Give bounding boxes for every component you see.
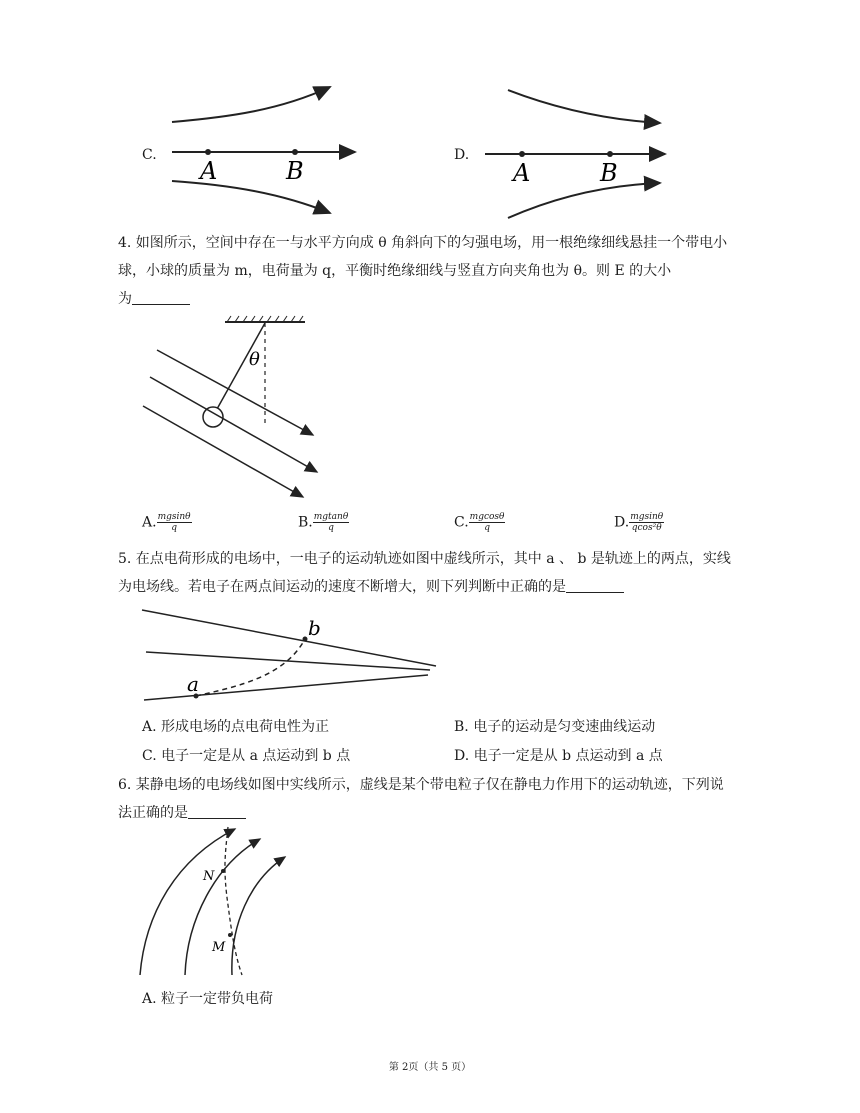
answer-blank [188,804,246,819]
label-n: N [203,869,215,884]
theta-label: θ [249,349,260,370]
q6-line1: 6. 某静电场的电场线如图中实线所示，虚线是某个带电粒子仅在静电力作用下的运动轨迹，下列说 [118,777,724,793]
q4-option-d[interactable]: D. $\frac{mgsin\theta}{\text{qcos²θ}}$ [614,512,664,533]
field-line-3 [232,857,285,975]
q6-line2: 法正确的是 [118,799,763,827]
q5-diagram [140,608,440,708]
page-footer: 第 2页（共 5 页） [388,1062,472,1073]
q3-diagram-c [160,75,370,225]
q5-line1: 5. 在点电荷形成的电场中，一电子的运动轨迹如图中虚线所示，其中 a 、 b 是轨迹上的两点，实线 [118,551,731,567]
point-a-label: A [513,159,531,187]
point-b-dot [607,151,613,157]
q4-stem [118,229,763,313]
q4-line1: 4. 如图所示，空间中存在一与水平方向成 θ 角斜向下的匀强电场，用一根绝缘细线悬挂一个带电小 [118,235,728,251]
e-field-line-1 [157,350,313,435]
point-a-label: A [200,157,218,185]
label-m: M [212,940,226,955]
point-n-dot [221,869,225,873]
q4-option-a[interactable]: A. $\frac{mgsin\theta}{q}$ [142,512,191,533]
q4-option-c[interactable]: C. $\frac{mgcos\theta}{q}$ [454,512,505,533]
field-line-upper [172,87,330,122]
q6-option-a[interactable]: A. 粒子一定带负电荷 [142,991,274,1007]
q6-stem [118,771,763,827]
q5-option-c[interactable]: C. 电子一定是从 a 点运动到 b 点 [142,748,351,764]
point-m-dot [228,933,232,937]
point-a-dot [205,149,211,155]
q4-option-b[interactable]: B. $\frac{mgtan\theta}{q}$ [298,512,349,533]
field-line-lower [508,183,660,218]
field-line-1 [142,610,436,666]
q4-diagram [135,315,335,505]
q5-stem [118,545,763,601]
point-b-dot [292,149,298,155]
field-line-upper [508,90,660,123]
point-a-dot [519,151,525,157]
q5-option-d[interactable]: D. 电子一定是从 b 点运动到 a 点 [454,748,663,764]
point-b-dot [303,637,308,642]
answer-blank [132,290,190,305]
q3-option-c-label: C. [142,147,157,163]
q6-diagram [135,825,295,980]
answer-blank [566,578,624,593]
label-b: b [308,616,321,640]
q3-option-d-label: D. [454,147,470,163]
point-b-label: B [286,157,304,185]
label-a: a [187,672,199,696]
q4-line3: 为 [118,285,763,313]
q3-diagram-d [480,75,680,225]
q5-option-b[interactable]: B. 电子的运动是匀变速曲线运动 [454,719,656,735]
q4-line2: 球，小球的质量为 m，电荷量为 q，平衡时绝缘细线与竖直方向夹角也为 θ。则 E 的大小 [118,263,672,279]
point-b-label: B [600,159,618,187]
particle-trajectory [225,827,242,975]
q5-option-a[interactable]: A. 形成电场的点电荷电性为正 [142,719,330,735]
field-line-lower [172,181,330,213]
q5-line2: 为电场线。若电子在两点间运动的速度不断增大，则下列判断中正确的是 [118,573,763,601]
